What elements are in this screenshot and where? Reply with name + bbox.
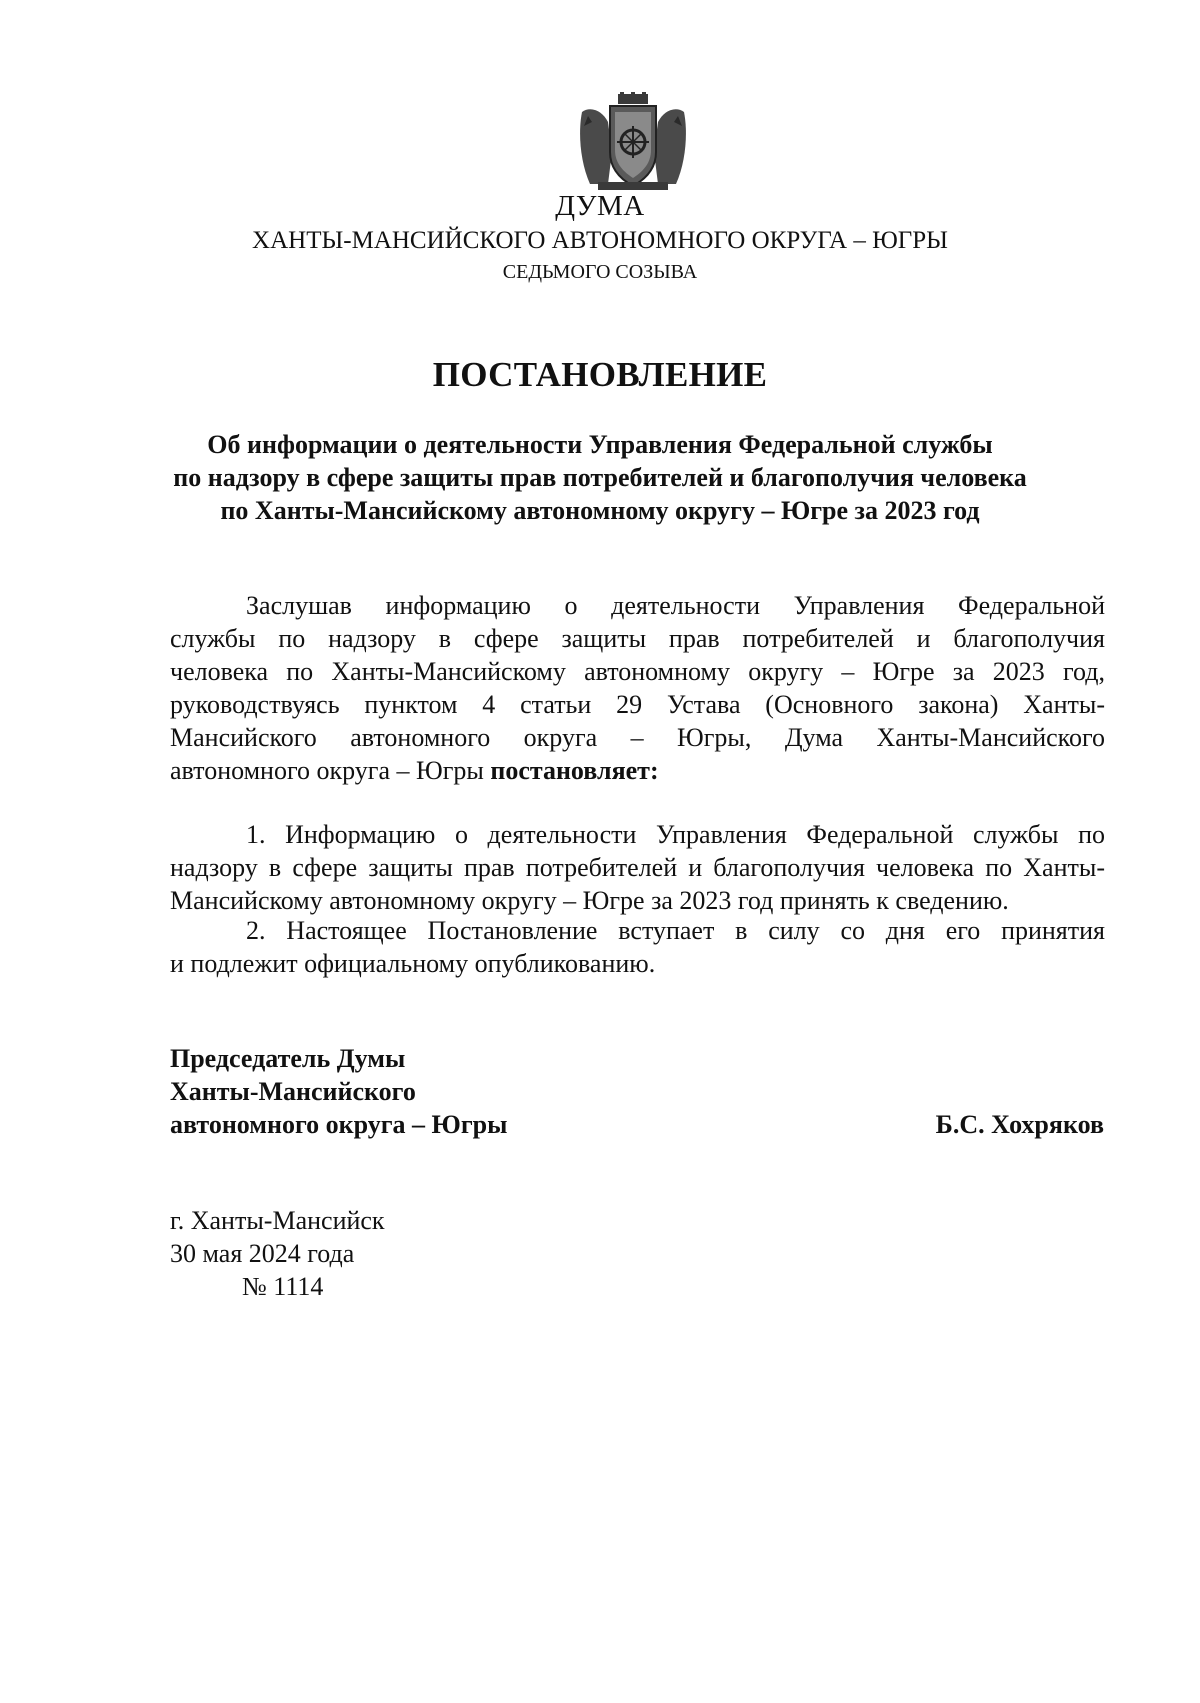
subject-line: по Ханты-Мансийскому автономному округу – Югре за 2023 год bbox=[220, 496, 980, 525]
subject-line: по надзору в сфере защиты прав потребителей и благополучия человека bbox=[173, 463, 1027, 492]
paragraph-line: 2. Настоящее Постановление вступает в силу со дня его принятия bbox=[246, 916, 1105, 945]
paragraph-line: надзору в сфере защиты прав потребителей и благополучия человека по Ханты- bbox=[170, 853, 1105, 882]
document-subject bbox=[140, 428, 1060, 527]
signatory-title-line: Ханты-Мансийского bbox=[170, 1077, 416, 1106]
paragraph-line: Мансийского автономного округа – Югры, Дума Ханты-Мансийского bbox=[170, 723, 1105, 752]
paragraph-line: Заслушав информацию о деятельности Управления Федеральной bbox=[246, 591, 1105, 620]
place-of-issue: г. Ханты-Мансийск bbox=[170, 1206, 385, 1235]
paragraph-line: службы по надзору в сфере защиты прав потребителей и благополучия bbox=[170, 624, 1105, 653]
paragraph-line: и подлежит официальному опубликованию. bbox=[170, 949, 656, 978]
signatory-title bbox=[170, 1042, 507, 1141]
paragraph-text: автономного округа – Югры bbox=[170, 756, 491, 785]
org-name: ДУМА bbox=[555, 190, 645, 222]
paragraph-line: Мансийскому автономному округу – Югре за 2023 год принять к сведению. bbox=[170, 886, 1009, 915]
signatory-title-line: Председатель Думы bbox=[170, 1044, 406, 1073]
signatory-title-line: автономного округа – Югры bbox=[170, 1110, 508, 1139]
document-footer bbox=[170, 1204, 385, 1303]
signatory-name: Б.С. Хохряков bbox=[935, 1110, 1104, 1139]
preamble-paragraph bbox=[170, 589, 1105, 787]
resolution-item-2 bbox=[170, 914, 1105, 980]
resolves-keyword: постановляет: bbox=[490, 756, 659, 785]
paragraph-line bbox=[170, 754, 1105, 787]
paragraph-line: руководствуясь пунктом 4 статьи 29 Устава (Основного закона) Ханты- bbox=[170, 690, 1105, 719]
region-name: ХАНТЫ-МАНСИЙСКОГО АВТОНОМНОГО ОКРУГА – ЮГРЫ bbox=[252, 227, 948, 254]
coat-of-arms-icon bbox=[578, 92, 688, 192]
issue-date: 30 мая 2024 года bbox=[170, 1239, 355, 1268]
convocation: СЕДЬМОГО СОЗЫВА bbox=[502, 261, 698, 283]
paragraph-line: человека по Ханты-Мансийскому автономному округу – Югре за 2023 год, bbox=[170, 657, 1105, 686]
document-number: № 1114 bbox=[242, 1272, 324, 1301]
resolution-item-1 bbox=[170, 818, 1105, 917]
subject-line: Об информации о деятельности Управления Федеральной службы bbox=[207, 430, 993, 459]
document-type-title: ПОСТАНОВЛЕНИЕ bbox=[432, 355, 768, 394]
paragraph-line: 1. Информацию о деятельности Управления Федеральной службы по bbox=[246, 820, 1105, 849]
